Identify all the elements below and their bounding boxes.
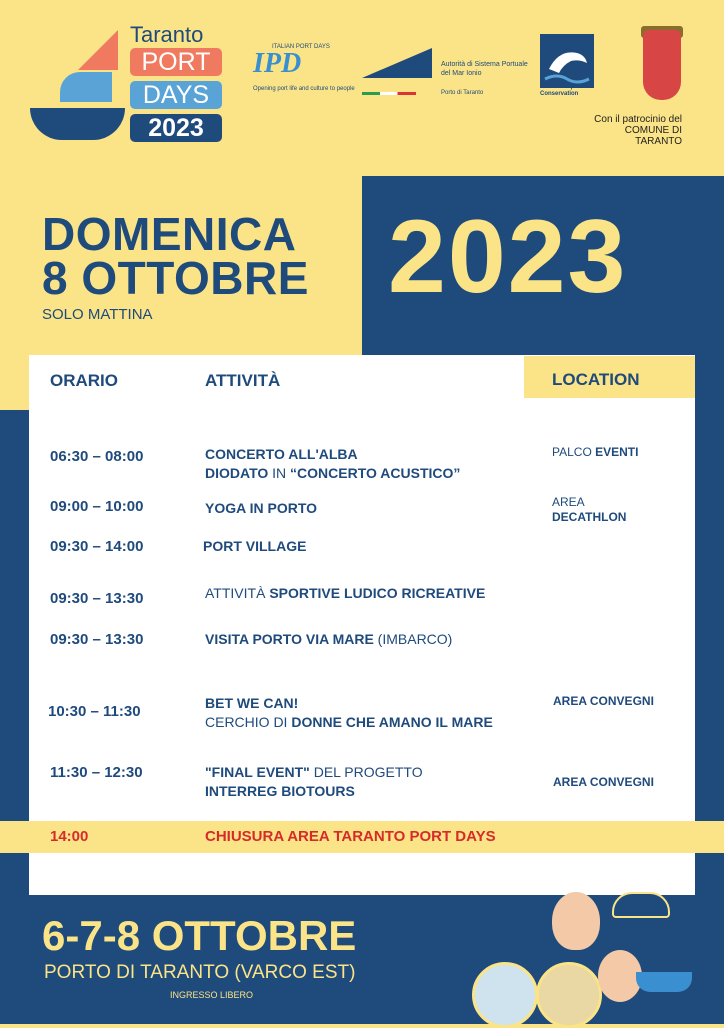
building-illustration-icon	[536, 962, 602, 1028]
schedule-card	[29, 355, 695, 895]
ipd-logo: IPD	[253, 48, 302, 79]
italian-flag-icon	[362, 92, 416, 95]
ipd-tagline: Opening port life and culture to people	[253, 86, 355, 92]
row-time: 10:30 – 11:30	[48, 703, 141, 720]
logo-sail-icon	[60, 72, 112, 102]
logo-taranto: Taranto	[130, 22, 204, 47]
event-title	[42, 208, 309, 304]
adsp-name: Autorità di Sistema Portuale del Mar Ionio	[441, 61, 528, 77]
closing-time: 14:00	[50, 828, 89, 845]
row-location: AREA CONVEGNI	[553, 694, 654, 708]
event-date: 8 OTTOBRE	[42, 252, 309, 304]
event-day: DOMENICA	[42, 208, 297, 260]
adsp-logo-icon	[362, 48, 432, 78]
row-activity: "FINAL EVENT" DEL PROGETTO INTERREG BIOTOURS	[205, 764, 423, 799]
footer-dates: 6-7-8 OTTOBRE	[42, 912, 357, 959]
row-location: AREA CONVEGNI	[553, 775, 654, 789]
row-location: AREA DECATHLON	[552, 495, 627, 524]
boat-icon	[636, 972, 692, 992]
col-attivita: ATTIVITÀ	[205, 371, 281, 390]
row-time: 09:30 – 13:30	[50, 631, 144, 648]
person-illustration-icon	[552, 892, 600, 950]
row-time: 11:30 – 12:30	[50, 764, 143, 781]
row-time: 09:30 – 14:00	[50, 538, 144, 555]
logo-days: DAYS	[130, 81, 222, 109]
footer-entry: INGRESSO LIBERO	[170, 990, 254, 1000]
captain-hat-icon	[612, 892, 670, 918]
row-activity: BET WE CAN! CERCHIO DI DONNE CHE AMANO IL MARE	[205, 695, 493, 730]
row-time: 09:00 – 10:00	[50, 498, 144, 515]
col-orario: ORARIO	[50, 371, 118, 390]
logo-sail-icon	[78, 30, 118, 70]
col-location: LOCATION	[552, 370, 640, 389]
row-activity: CONCERTO ALL'ALBA DIODATO IN “CONCERTO ACUSTICO”	[205, 446, 461, 481]
row-activity: YOGA IN PORTO	[205, 500, 318, 516]
logo-year: 2023	[130, 114, 222, 142]
event-year: 2023	[388, 199, 628, 315]
row-activity: VISITA PORTO VIA MARE (IMBARCO)	[205, 631, 453, 647]
row-time: 06:30 – 08:00	[50, 448, 144, 465]
patrocinio-text: Con il patrocinio del COMUNE DI TARANTO	[594, 114, 682, 147]
event-note: SOLO MATTINA	[42, 306, 153, 323]
dolphin-logo-icon	[540, 34, 594, 88]
coat-of-arms-icon	[643, 30, 681, 100]
row-activity: PORT VILLAGE	[203, 538, 307, 554]
ipd-logo-top: ITALIAN PORT DAYS	[272, 44, 330, 50]
row-location: PALCO EVENTI	[552, 445, 639, 459]
building-illustration-icon	[472, 962, 538, 1028]
jdc-name: Jonian Dolphin Conservation	[540, 84, 584, 97]
row-activity: ATTIVITÀ SPORTIVE LUDICO RICREATIVE	[205, 585, 486, 601]
row-time: 09:30 – 13:30	[50, 590, 144, 607]
closing-text: CHIUSURA AREA TARANTO PORT DAYS	[205, 828, 496, 845]
adsp-sub: Porto di Taranto	[441, 90, 484, 96]
footer-place: PORTO DI TARANTO (VARCO EST)	[44, 962, 356, 983]
logo-port: PORT	[130, 48, 222, 76]
